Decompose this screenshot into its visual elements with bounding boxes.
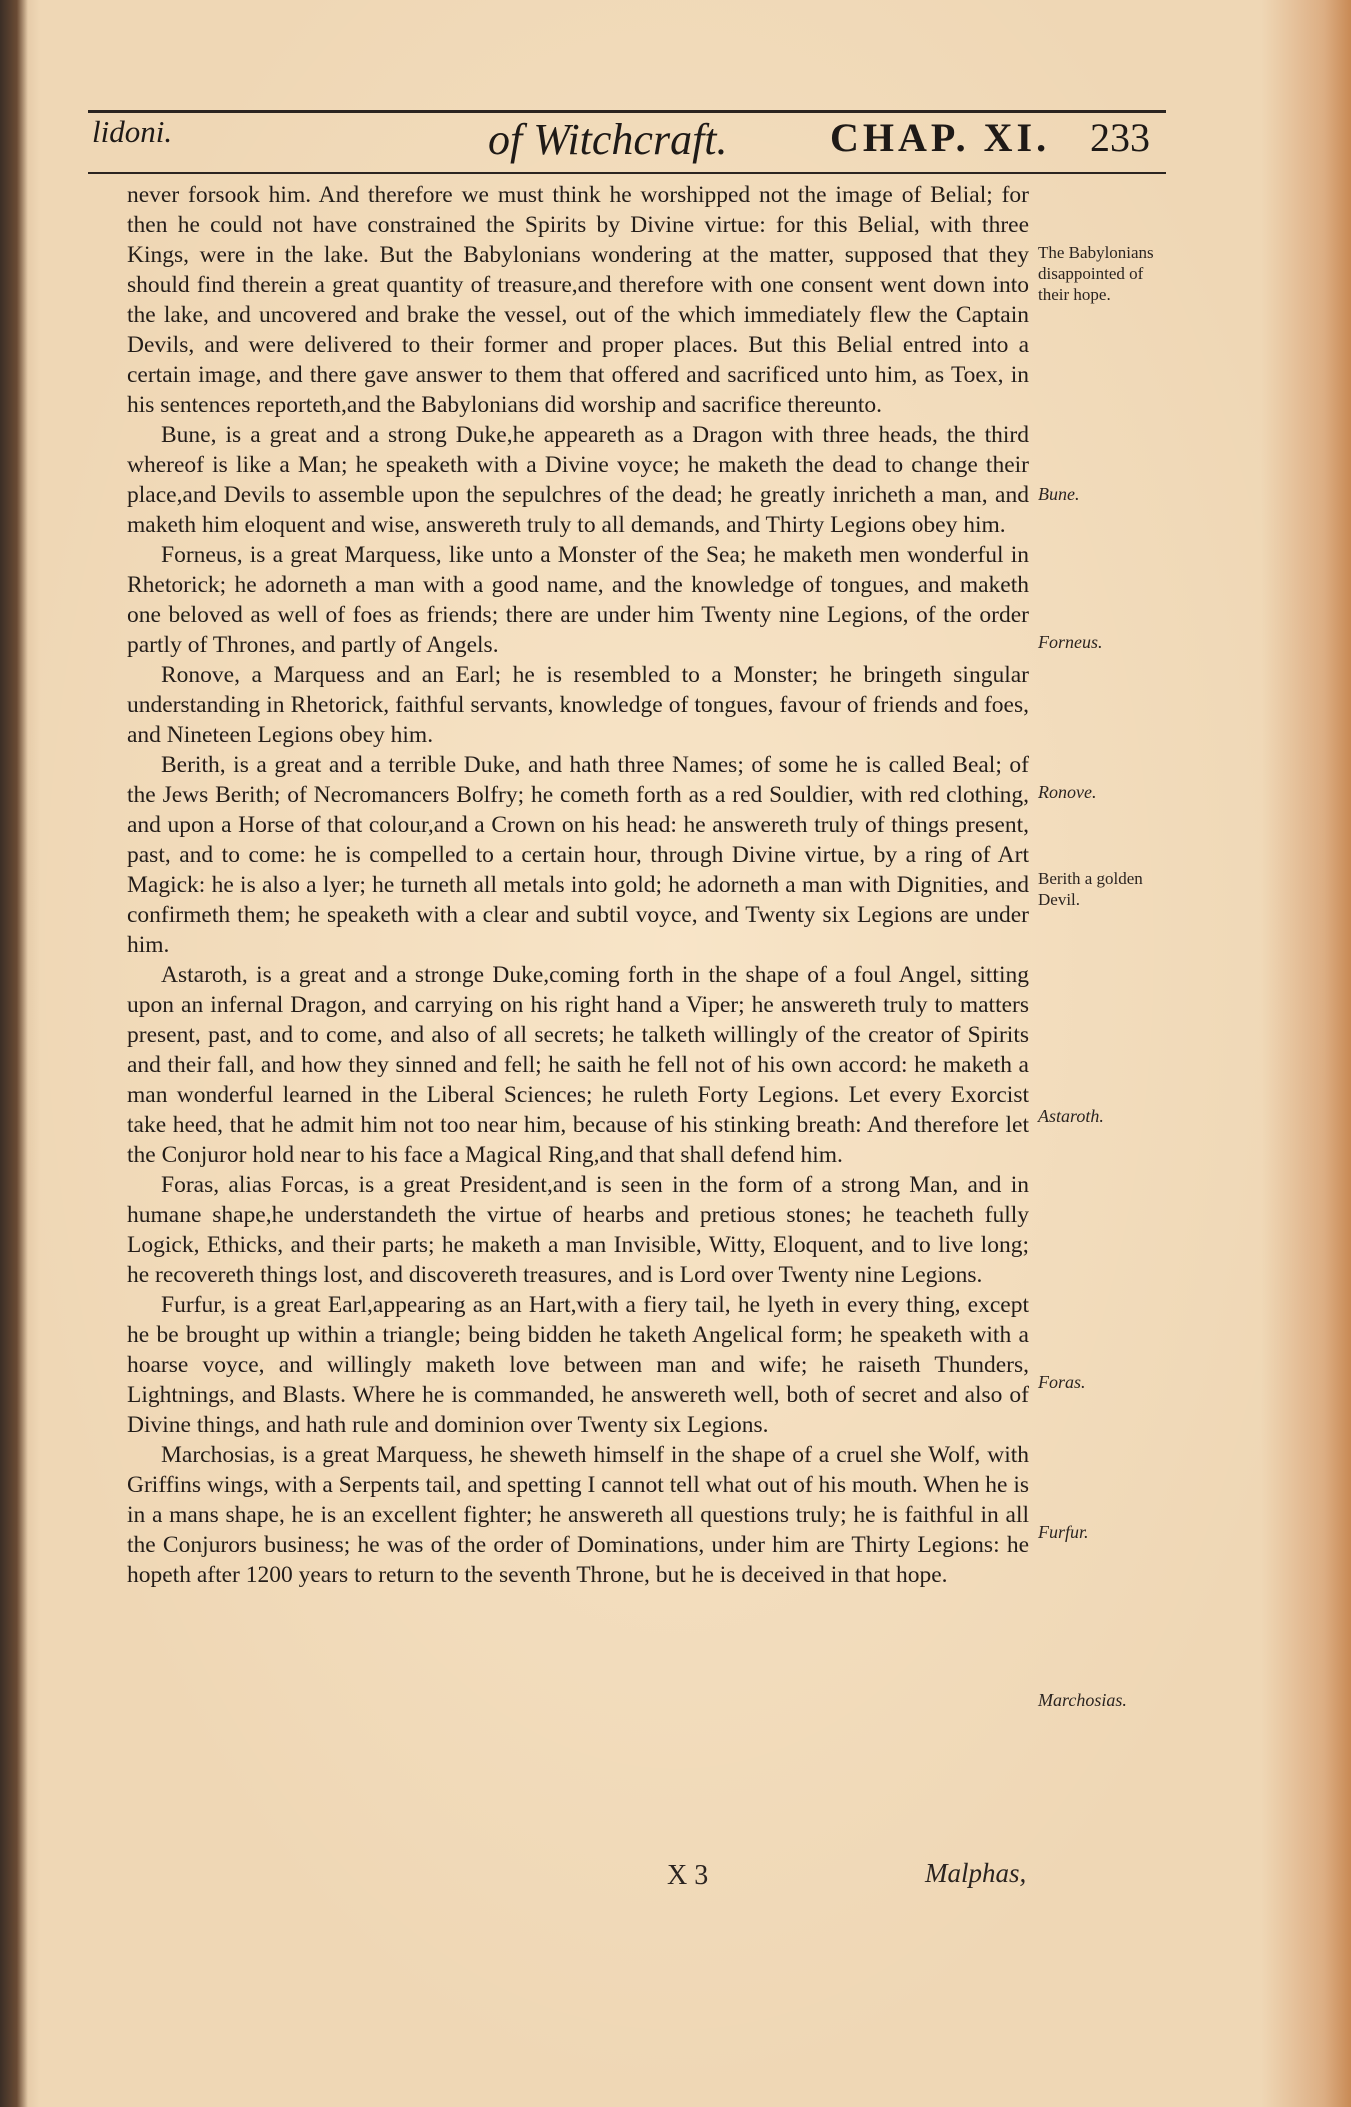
header-rule-bottom xyxy=(88,172,1166,174)
margin-note-forneus: Forneus. xyxy=(1038,632,1103,652)
paragraph-forneus: Forneus, is a great Marquess, like unto a Monster of the Sea; he maketh men wonderful in Rhetorick; he adorneth a man with a good name, and the knowledge of tongues, and maketh one beloved as well of foes as friends; there are under him Twenty nine Legions, of the order partly of Thrones, and partly of Angels. xyxy=(127,542,1029,658)
header-running-left: lidoni. xyxy=(92,114,173,149)
page-number: 233 xyxy=(1090,115,1150,160)
margin-note-babylonians: The Babylonians disappointed of their hope. xyxy=(1038,243,1154,304)
paragraph-belial: never forsook him. And therefore we must think he worshipped not the image of Belial; for then he could not have constrained the Spirits by Divine virtue: for this Belial, with three Kings, were in the lake. But the Babylonians wondering at the matter, supposed that they should find therein a great quantity of treasure,and therefore with one consent went down into the lake, and uncovered and brake the vessel, out of the which immediately flew the Captain Devils, and were delivered to their former and proper places. But this Belial entred into a certain image, and there gave answer to them that offered and sacrificed unto him, as Toex, in his sentences reporteth,and the Babylonians did worship and sacrifice thereunto. xyxy=(127,182,1029,418)
margin-note-ronove: Ronove. xyxy=(1038,782,1097,802)
paragraph-ronove: Ronove, a Marquess and an Earl; he is resembled to a Monster; he bringeth singular understanding in Rhetorick, faithful servants, knowledge of tongues, favour of friends and foes, and Nineteen Legions obey him. xyxy=(127,662,1029,748)
paragraph-furfur: Furfur, is a great Earl,appearing as an Hart,with a fiery tail, he lyeth in every thing, except he be brought up within a triangle; being bidden he taketh Angelical form; he speaketh with a hoarse voyce, and willingly maketh love between man and wife; he raiseth Thunders, Lightnings, and Blasts. Where he is commanded, he answereth well, both of secret and also of Divine things, and hath rule and dominion over Twenty six Legions. xyxy=(127,1292,1029,1438)
header-chapter: CHAP. XI. xyxy=(830,115,1051,160)
page-binding-edge xyxy=(0,0,28,2107)
margin-note-astaroth: Astaroth. xyxy=(1038,1106,1104,1126)
margin-note-berith: Berith a golden Devil. xyxy=(1038,869,1143,909)
header-rule-top xyxy=(88,110,1166,113)
paragraph-berith: Berith, is a great and a terrible Duke, and hath three Names; of some he is called Beal; of the Jews Berith; of Necromancers Bolfry; he cometh forth as a red Souldier, with red clothing, and upon a Horse of that colour,and a Crown on his head: he answereth truly of things present, past, and to come: he is compelled to a certain hour, through Divine virtue, by a ring of Art Magick: he is also a lyer; he turneth all metals into gold; he adorneth a man with Dignities, and confirmeth them; he speaketh with a clear and subtil voyce, and Twenty six Legions are under him. xyxy=(127,752,1029,958)
margin-note-bune: Bune. xyxy=(1038,484,1080,504)
margin-note-foras: Foras. xyxy=(1038,1372,1086,1392)
page-edge-shadow xyxy=(1261,0,1351,2107)
paragraph-marchosias: Marchosias, is a great Marquess, he sheweth himself in the shape of a cruel she Wolf, with Griffins wings, with a Serpents tail, and spetting I cannot tell what out of his mouth. When he is in a mans shape, he is an excellent fighter; he answereth all questions truly; he is faithful in all the Conjurors business; he was of the order of Dominations, under him are Thirty Legions: he hopeth after 1200 years to return to the seventh Throne, but he is deceived in that hope. xyxy=(127,1442,1029,1588)
paragraph-bune: Bune, is a great and a strong Duke,he appeareth as a Dragon with three heads, the third whereof is like a Man; he speaketh with a Divine voyce; he maketh the dead to change their place,and Devils to assemble upon the sepulchres of the dead; he greatly inricheth a man, and maketh him eloquent and wise, answereth truly to all demands, and Thirty Legions obey him. xyxy=(127,422,1029,538)
header-running-title: of Witchcraft. xyxy=(488,115,728,164)
catchword: Malphas, xyxy=(925,1858,1027,1888)
paragraph-foras: Foras, alias Forcas, is a great President,and is seen in the form of a strong Man, and in humane shape,he understandeth the virtue of hearbs and pretious stones; he teacheth fully Logick, Ethicks, and their parts; he maketh a man Invisible, Witty, Eloquent, and to live long; he recovereth things lost, and discovereth treasures, and is Lord over Twenty nine Legions. xyxy=(127,1172,1029,1288)
paragraph-astaroth: Astaroth, is a great and a stronge Duke,coming forth in the shape of a foul Angel, sitting upon an infernal Dragon, and carrying on his right hand a Viper; he answereth truly to matters present, past, and to come, and also of all secrets; he talketh willingly of the creator of Spirits and their fall, and how they sinned and fell; he saith he fell not of his own accord: he maketh a man wonderful learned in the Liberal Sciences; he ruleth Forty Legions. Let every Exorcist take heed, that he admit him not too near him, because of his stinking breath: And therefore let the Conjuror hold near to his face a Magical Ring,and that shall defend him. xyxy=(127,962,1029,1168)
margin-note-marchosias: Marchosias. xyxy=(1038,1690,1127,1710)
body-text xyxy=(127,180,1029,1590)
margin-note-furfur: Furfur. xyxy=(1038,1522,1089,1542)
signature-mark: X 3 xyxy=(667,1860,709,1891)
